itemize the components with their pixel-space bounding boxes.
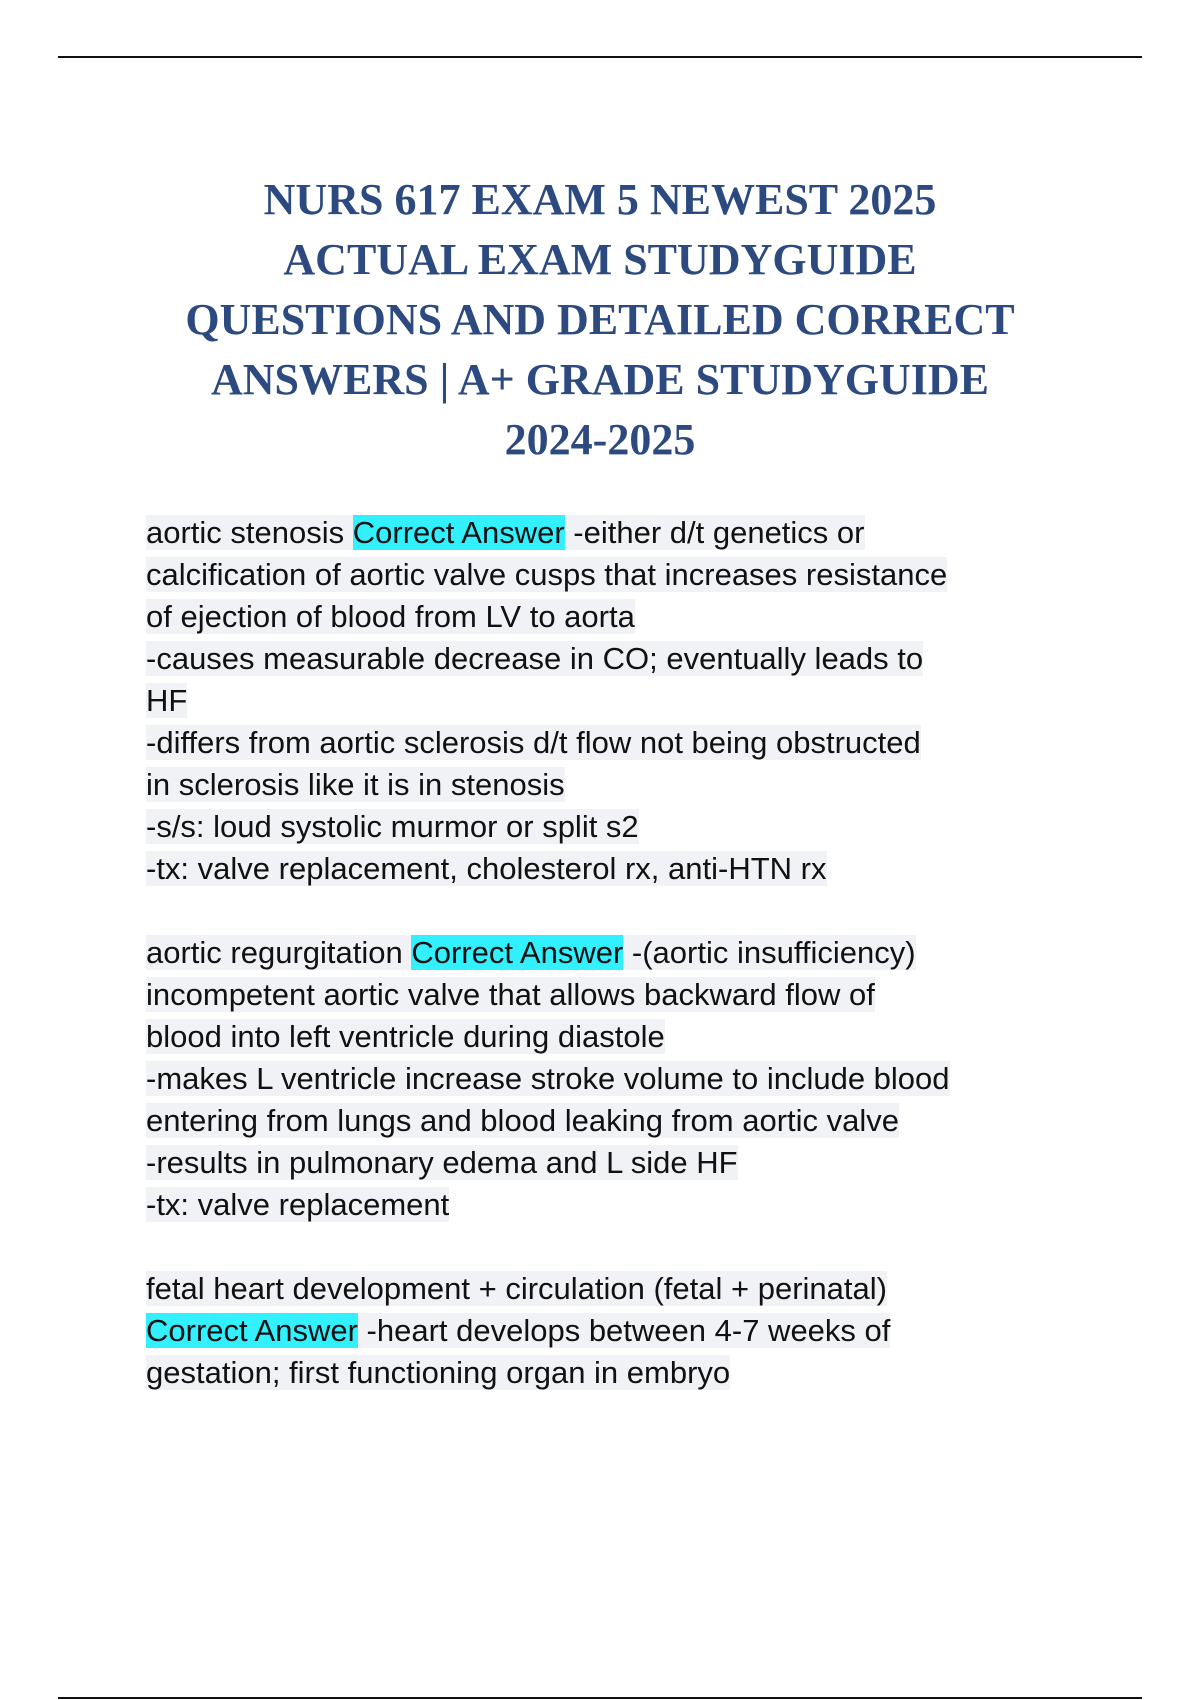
entry-line bbox=[146, 638, 1106, 680]
answer-text: -either d/t genetics or bbox=[564, 515, 865, 550]
answer-text: -results in pulmonary edema and L side HF bbox=[146, 1145, 738, 1180]
correct-answer-highlight: Correct Answer bbox=[352, 515, 565, 550]
entry-line bbox=[146, 722, 1106, 764]
entry-line bbox=[146, 764, 1106, 806]
entry-line bbox=[146, 932, 1106, 974]
answer-text: -differs from aortic sclerosis d/t flow not being obstructed bbox=[146, 725, 921, 760]
answer-text: gestation; first functioning organ in embryo bbox=[146, 1355, 731, 1390]
answer-text: -tx: valve replacement, cholesterol rx, anti-HTN rx bbox=[146, 851, 827, 886]
entry-line bbox=[146, 848, 1106, 890]
answer-text: blood into left ventricle during diastole bbox=[146, 1019, 665, 1054]
bottom-rule bbox=[58, 1697, 1142, 1699]
title-line: ACTUAL EXAM STUDYGUIDE bbox=[283, 235, 917, 284]
entry-line bbox=[146, 1268, 1106, 1310]
answer-text: entering from lungs and blood leaking from aortic valve bbox=[146, 1103, 900, 1138]
title-line: NURS 617 EXAM 5 NEWEST 2025 bbox=[263, 175, 937, 224]
qa-entry-aortic-regurgitation bbox=[146, 932, 1106, 1226]
entry-line bbox=[146, 1016, 1106, 1058]
answer-text: -(aortic insufficiency) bbox=[623, 935, 916, 970]
top-rule bbox=[58, 56, 1142, 58]
qa-entry-fetal-heart-development bbox=[146, 1268, 1106, 1394]
question-term: aortic stenosis bbox=[146, 515, 353, 550]
answer-text: HF bbox=[146, 683, 188, 718]
answer-text: incompetent aortic valve that allows backward flow of bbox=[146, 977, 875, 1012]
answer-text: -tx: valve replacement bbox=[146, 1187, 450, 1222]
entry-line bbox=[146, 680, 1106, 722]
question-term: aortic regurgitation bbox=[146, 935, 412, 970]
title-line: ANSWERS | A+ GRADE STUDYGUIDE bbox=[210, 355, 989, 404]
qa-entry-aortic-stenosis bbox=[146, 512, 1106, 890]
answer-text: of ejection of blood from LV to aorta bbox=[146, 599, 635, 634]
entry-line bbox=[146, 1100, 1106, 1142]
entry-line bbox=[146, 1352, 1106, 1394]
title-line: 2024-2025 bbox=[504, 415, 696, 464]
title-line: QUESTIONS AND DETAILED CORRECT bbox=[185, 295, 1015, 344]
study-guide-content bbox=[146, 512, 1106, 1436]
entry-line bbox=[146, 1184, 1106, 1226]
answer-text: calcification of aortic valve cusps that increases resistance bbox=[146, 557, 948, 592]
answer-text: -causes measurable decrease in CO; eventually leads to bbox=[146, 641, 924, 676]
entry-line bbox=[146, 1058, 1106, 1100]
entry-line bbox=[146, 1142, 1106, 1184]
entry-line bbox=[146, 596, 1106, 638]
entry-line bbox=[146, 512, 1106, 554]
entry-line bbox=[146, 554, 1106, 596]
entry-line bbox=[146, 1310, 1106, 1352]
correct-answer-highlight: Correct Answer bbox=[146, 1313, 358, 1348]
answer-text: -heart develops between 4-7 weeks of bbox=[357, 1313, 891, 1348]
answer-text: in sclerosis like it is in stenosis bbox=[146, 767, 565, 802]
answer-text: -makes L ventricle increase stroke volume to include blood bbox=[146, 1061, 950, 1096]
entry-line bbox=[146, 974, 1106, 1016]
correct-answer-highlight: Correct Answer bbox=[411, 935, 624, 970]
answer-text: -s/s: loud systolic murmor or split s2 bbox=[146, 809, 639, 844]
document-title bbox=[100, 170, 1100, 470]
entry-line bbox=[146, 806, 1106, 848]
question-term: fetal heart development + circulation (fetal + perinatal) bbox=[146, 1271, 887, 1306]
